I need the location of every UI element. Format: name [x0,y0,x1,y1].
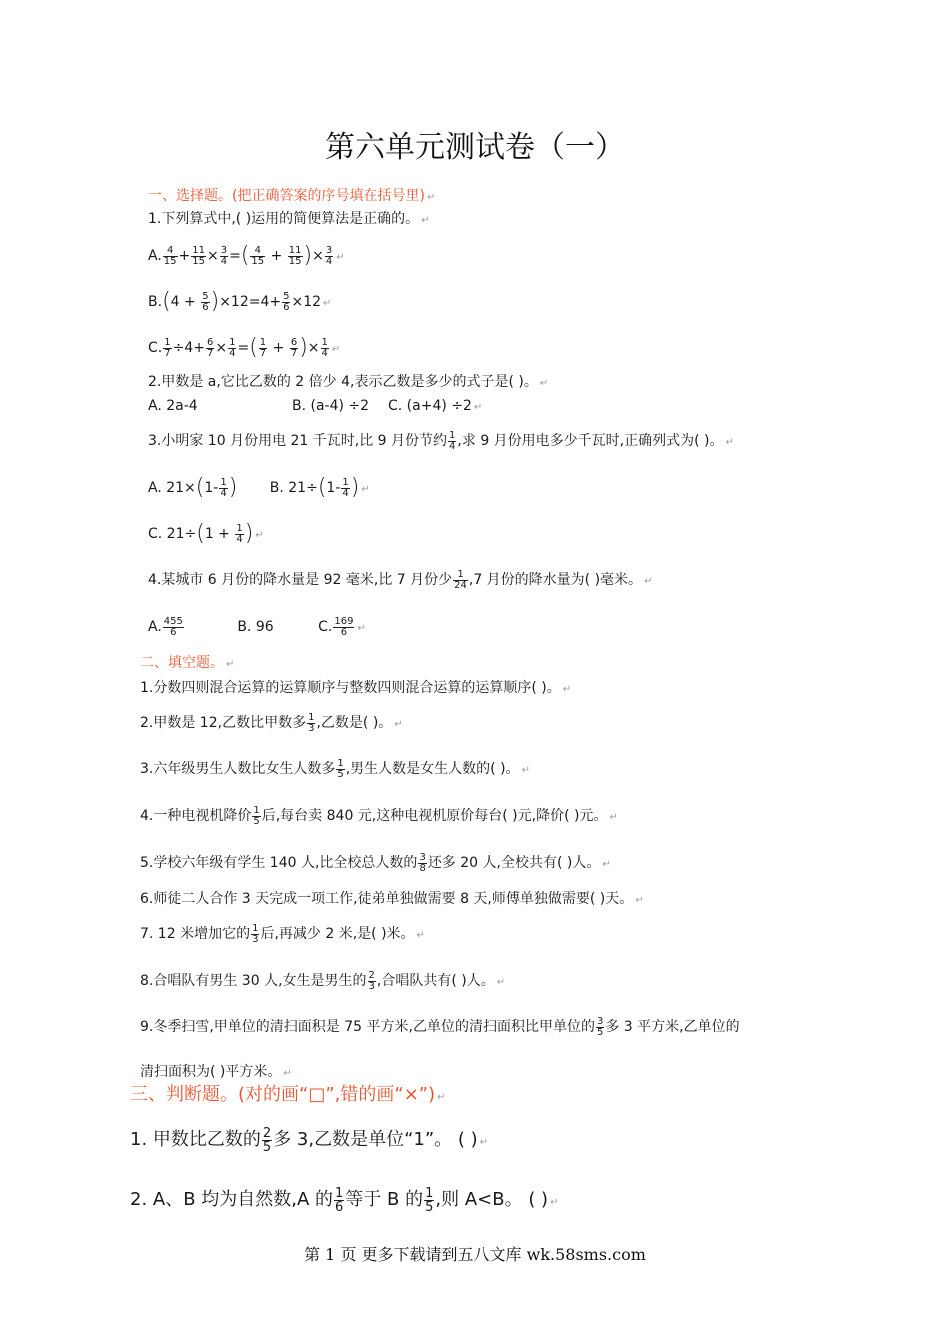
judge-question-1: 1. 甲数比乙数的 $\frac{2}{5}$ 多 3,乙数是单位“1”。 ( ) ↵ [130,1125,489,1155]
question-4-stem: 4.某城市 6 月份的降水量是 92 毫米,比 7 月份少 $\frac{1}{24}$ ,7 月份的降水量为( )毫米。 ↵ [148,568,653,591]
fill-question-2: 2.甲数是 12,乙数比甲数多 $\frac{1}{3}$ ,乙数是( )。 ↵ [140,711,403,734]
fill-question-3: 3.六年级男生人数比女生人数多 $\frac{1}{5}$ ,男生人数是女生人数的( )。 ↵ [140,757,530,780]
question-3-option-c: C. 21÷(1 + $\frac{1}{4}$ ) ↵ [148,521,264,546]
page-footer: 第 1 页 更多下载请到五八文库 wk.58sms.com [304,1245,646,1264]
question-1-stem: 1.下列算式中,( )运用的简便算法是正确的。 ↵ [148,211,430,227]
question-1-option-c: C. $\frac{1}{7}$ ÷4+ $\frac{6}{7}$ × $\frac{1}{4}$ =( $\frac{1}{7}$ + $\frac{6}{7}$ )× $\frac{1}{4}$ ↵ [148,335,341,360]
fill-question-8: 8.合唱队有男生 30 人,女生是男生的 $\frac{2}{3}$ ,合唱队共有( )人。 ↵ [140,969,506,992]
question-1-option-a: A. $\frac{4}{15}$ + $\frac{11}{15}$ × $\frac{3}{4}$ =( $\frac{4}{15}$ + $\frac{11}{15}$ )× $\frac{3}{4}$ ↵ [148,243,345,268]
question-2-option-c: C. (a+4) ÷2 ↵ [388,398,483,414]
fill-question-1: 1.分数四则混合运算的运算顺序与整数四则混合运算的运算顺序( )。 ↵ [140,680,572,696]
question-3-option-ab: A. 21×(1- $\frac{1}{4}$ ) B. 21÷(1- $\frac{1}{4}$ ) ↵ [148,475,370,500]
section-heading-judge: 三、判断题。(对的画“□”,错的画“×”) ↵ [130,1084,446,1105]
judge-question-2: 2. A、B 均为自然数,A 的 $\frac{1}{6}$ 等于 B 的 $\frac{1}{5}$ ,则 A<B。 ( ) ↵ [130,1185,559,1215]
question-3-stem: 3.小明家 10 月份用电 21 千瓦时,比 9 月份节约 $\frac{1}{4}$ ,求 9 月份用电多少千瓦时,正确列式为( )。 ↵ [148,429,734,452]
fill-question-9-continued: 清扫面积为( )平方米。 ↵ [140,1064,292,1080]
section-heading-choice: 一、选择题。(把正确答案的序号填在括号里) ↵ [148,188,436,204]
question-1-option-b: B.(4 + $\frac{5}{6}$ )×12=4+ $\frac{5}{6}$ ×12 ↵ [148,289,332,314]
question-4-options: A. $\frac{455}{6}$ B. 96 C. $\frac{169}{6}$ ↵ [148,615,366,638]
fill-question-9: 9.冬季扫雪,甲单位的清扫面积是 75 平方米,乙单位的清扫面积比甲单位的 $\frac{3}{5}$ 多 3 平方米,乙单位的 [140,1015,740,1038]
page-title: 第六单元测试卷（一） [325,130,625,165]
question-2-option-a: A. 2a-4 [148,398,198,414]
fill-question-4: 4.一种电视机降价 $\frac{1}{5}$ 后,每台卖 840 元,这种电视机原价每台( )元,降价( )元。 ↵ [140,804,618,827]
question-2-option-b: B. (a-4) ÷2 [292,398,370,414]
fill-question-6: 6.师徒二人合作 3 天完成一项工作,徒弟单独做需要 8 天,师傅单独做需要( )天。 ↵ [140,891,644,907]
fill-question-5: 5.学校六年级有学生 140 人,比全校总人数的 $\frac{3}{8}$ 还多 20 人,全校共有( )人。 ↵ [140,851,611,874]
section-heading-fill: 二、填空题。 ↵ [140,655,235,671]
fill-question-7: 7. 12 米增加它的 $\frac{1}{3}$ 后,再减少 2 米,是( )米。 ↵ [140,922,425,945]
question-2-stem: 2.甲数是 a,它比乙数的 2 倍少 4,表示乙数是多少的式子是( )。 ↵ [148,374,549,390]
